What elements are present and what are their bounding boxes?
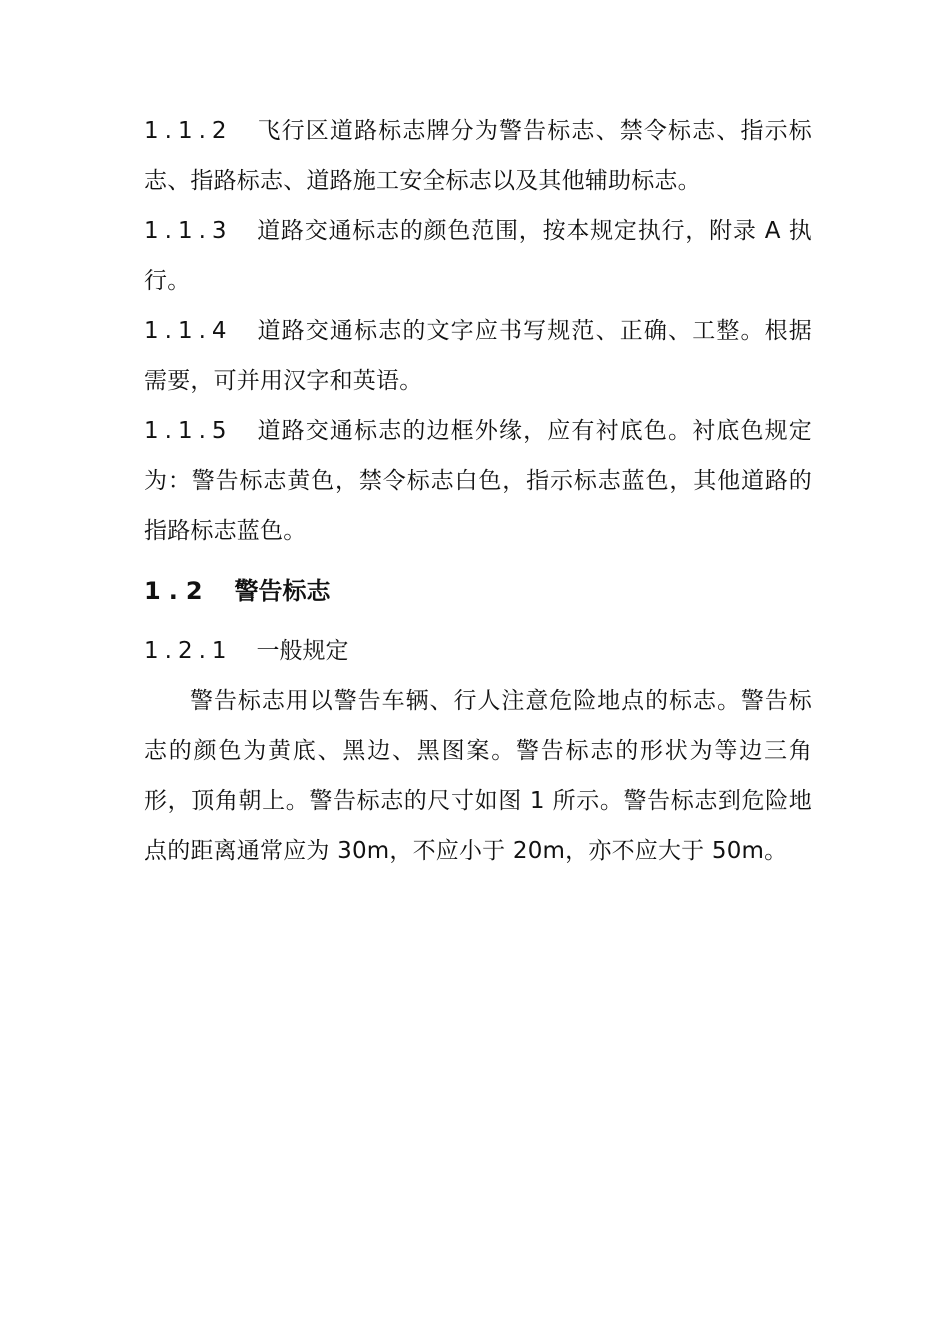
body-paragraph: 警告标志用以警告车辆、行人注意危险地点的标志。警告标志的颜色为黄底、黑边、黑图案。警告标志的形状为等边三角形，顶角朝上。警告标志的尺寸如图 1 所示。警告标志到危险地点的距离通常应为 30m，不应小于 20m，亦不应大于 50m。 (144, 688, 812, 864)
section-number: 1.2 (144, 577, 211, 605)
section-heading-1-2 (144, 566, 812, 616)
subsection-number: 1.2.1 (144, 638, 233, 664)
document-body (144, 106, 812, 876)
clause-number: 1.1.2 (144, 118, 233, 144)
clause-number: 1.1.3 (144, 218, 233, 244)
subsection-heading-1-2-1 (144, 626, 812, 676)
clause-text: 道路交通标志的边框外缘，应有衬底色。衬底色规定为：警告标志黄色，禁令标志白色，指示标志蓝色，其他道路的指路标志蓝色。 (144, 418, 812, 544)
clause-text: 飞行区道路标志牌分为警告标志、禁令标志、指示标志、指路标志、道路施工安全标志以及其他辅助标志。 (144, 118, 812, 194)
subsection-title: 一般规定 (256, 638, 349, 664)
clause-text: 道路交通标志的文字应书写规范、正确、工整。根据需要，可并用汉字和英语。 (144, 318, 812, 394)
clause-number: 1.1.4 (144, 318, 233, 344)
clause-1-1-2 (144, 106, 812, 206)
clause-1-1-3 (144, 206, 812, 306)
clause-text: 道路交通标志的颜色范围，按本规定执行，附录 A 执行。 (144, 218, 812, 294)
clause-1-1-5 (144, 406, 812, 556)
clause-number: 1.1.5 (144, 418, 233, 444)
section-title: 警告标志 (234, 577, 331, 605)
clause-1-1-4 (144, 306, 812, 406)
